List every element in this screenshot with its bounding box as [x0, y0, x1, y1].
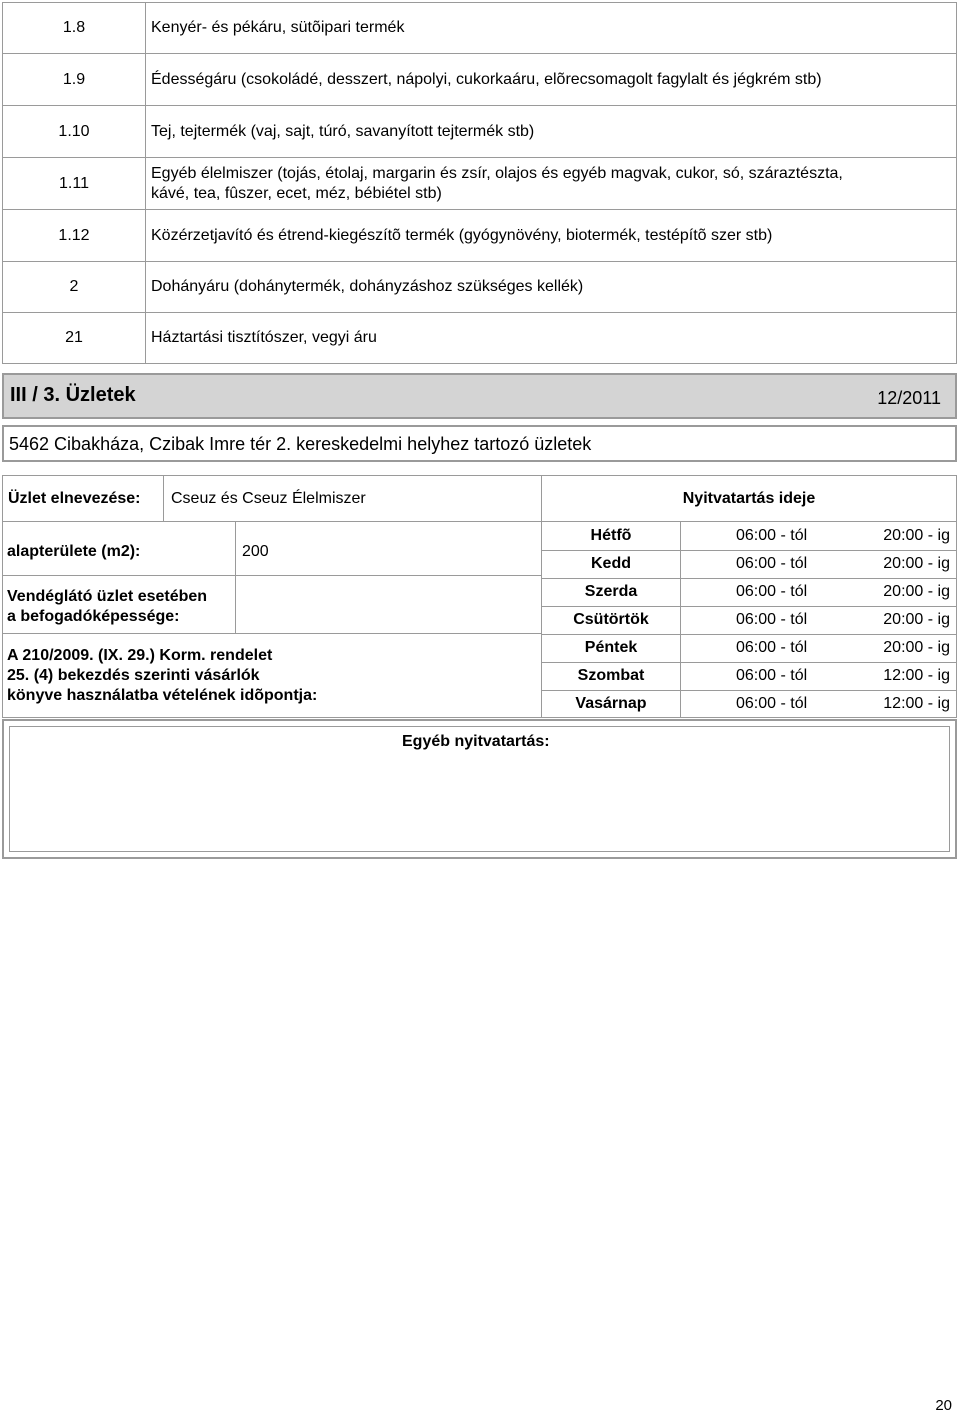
hours-to: 20:00 - ig	[883, 555, 950, 572]
category-number: 1.10	[3, 106, 146, 157]
category-number: 1.8	[3, 3, 146, 53]
hours-day: Péntek	[542, 634, 681, 662]
shop-details	[2, 522, 542, 718]
category-row	[3, 262, 956, 313]
hours-from: 06:00 - tól	[736, 639, 808, 656]
decree-line: könyve használatba vételének idõpontja:	[7, 687, 318, 704]
category-text: Dohányáru (dohánytermék, dohányzáshoz szükséges kellék)	[151, 278, 584, 295]
category-row	[3, 106, 956, 158]
category-text: Tej, tejtermék (vaj, sajt, túró, savanyított tejtermék stb)	[151, 122, 535, 140]
section-header	[2, 373, 957, 419]
hours-to: 12:00 - ig	[883, 695, 950, 712]
category-number: 2	[3, 262, 146, 312]
category-row	[3, 54, 956, 106]
category-row	[3, 3, 956, 54]
category-row	[3, 158, 956, 210]
shop-name-row	[2, 475, 957, 522]
hours-from: 06:00 - tól	[736, 611, 808, 628]
page-number: 20	[935, 1397, 952, 1414]
hours-row	[542, 662, 956, 691]
hours-day: Hétfõ	[542, 522, 681, 550]
category-text: Egyéb élelmiszer (tojás, étolaj, margarin és zsír, olajos és egyéb magvak, cukor, só, száraztészta, kávé, tea, fûszer, ecet, méz, bébiétel stb)	[151, 164, 843, 202]
decree-label	[7, 646, 317, 706]
category-row	[3, 313, 956, 363]
hours-to: 20:00 - ig	[883, 583, 950, 600]
area-label: alapterülete (m2):	[7, 543, 141, 560]
hours-day: Szerda	[542, 578, 681, 606]
category-row	[3, 210, 956, 262]
hours-to: 20:00 - ig	[883, 611, 950, 628]
hours-from: 06:00 - tól	[736, 527, 808, 544]
hours-heading: Nyitvatartás ideje	[682, 490, 816, 507]
hours-day: Csütörtök	[542, 606, 681, 634]
capacity-value-cell	[236, 576, 541, 634]
hours-row	[542, 606, 956, 635]
address-text: 5462 Cibakháza, Czibak Imre tér 2. kereskedelmi helyhez tartozó üzletek	[9, 434, 592, 454]
hours-row	[542, 550, 956, 579]
hours-row	[542, 578, 956, 607]
capacity-label-cell	[3, 576, 236, 634]
hours-from: 06:00 - tól	[736, 667, 808, 684]
address-bar	[2, 425, 957, 462]
category-number: 1.11	[3, 158, 146, 209]
shop-name-label: Üzlet elnevezése:	[3, 476, 164, 521]
category-number: 1.9	[3, 54, 146, 105]
other-hours-box	[2, 719, 957, 859]
section-date: 12/2011	[877, 388, 941, 408]
area-value-cell	[236, 522, 541, 576]
hours-row	[542, 522, 956, 551]
decree-line: A 210/2009. (IX. 29.) Korm. rendelet	[7, 647, 273, 664]
hours-to: 20:00 - ig	[883, 639, 950, 656]
hours-day: Szombat	[542, 662, 681, 690]
category-number: 1.12	[3, 210, 146, 261]
other-hours-label: Egyéb nyitvatartás:	[402, 733, 550, 750]
category-text: Háztartási tisztítószer, vegyi áru	[151, 329, 377, 346]
opening-hours-table	[541, 522, 957, 718]
hours-day: Vasárnap	[542, 690, 681, 718]
section-title: III / 3. Üzletek	[10, 384, 136, 406]
hours-from: 06:00 - tól	[736, 695, 808, 712]
decree-line: 25. (4) bekezdés szerinti vásárlók	[7, 667, 260, 684]
hours-row	[542, 690, 956, 718]
hours-row	[542, 634, 956, 663]
category-text: Kenyér- és pékáru, sütõipari termék	[151, 19, 405, 36]
area-label-cell	[3, 522, 236, 576]
capacity-label-line: a befogadóképessége:	[7, 608, 180, 625]
category-table	[2, 2, 957, 364]
hours-from: 06:00 - tól	[736, 555, 808, 572]
hours-from: 06:00 - tól	[736, 583, 808, 600]
hours-to: 12:00 - ig	[883, 667, 950, 684]
hours-day: Kedd	[542, 550, 681, 578]
category-number: 21	[3, 313, 146, 363]
shop-name-value: Cseuz és Cseuz Élelmiszer	[164, 476, 542, 521]
category-text: Közérzetjavító és étrend-kiegészítõ termék (gyógynövény, biotermék, testépítõ szer stb)	[151, 226, 773, 244]
capacity-label	[7, 587, 207, 627]
category-text: Édességáru (csokoládé, desszert, nápolyi, cukorkaáru, elõrecsomagolt fagylalt és jégkrém stb)	[151, 70, 822, 88]
hours-to: 20:00 - ig	[883, 527, 950, 544]
area-value: 200	[242, 543, 269, 560]
capacity-label-line: Vendéglátó üzlet esetében	[7, 588, 208, 605]
